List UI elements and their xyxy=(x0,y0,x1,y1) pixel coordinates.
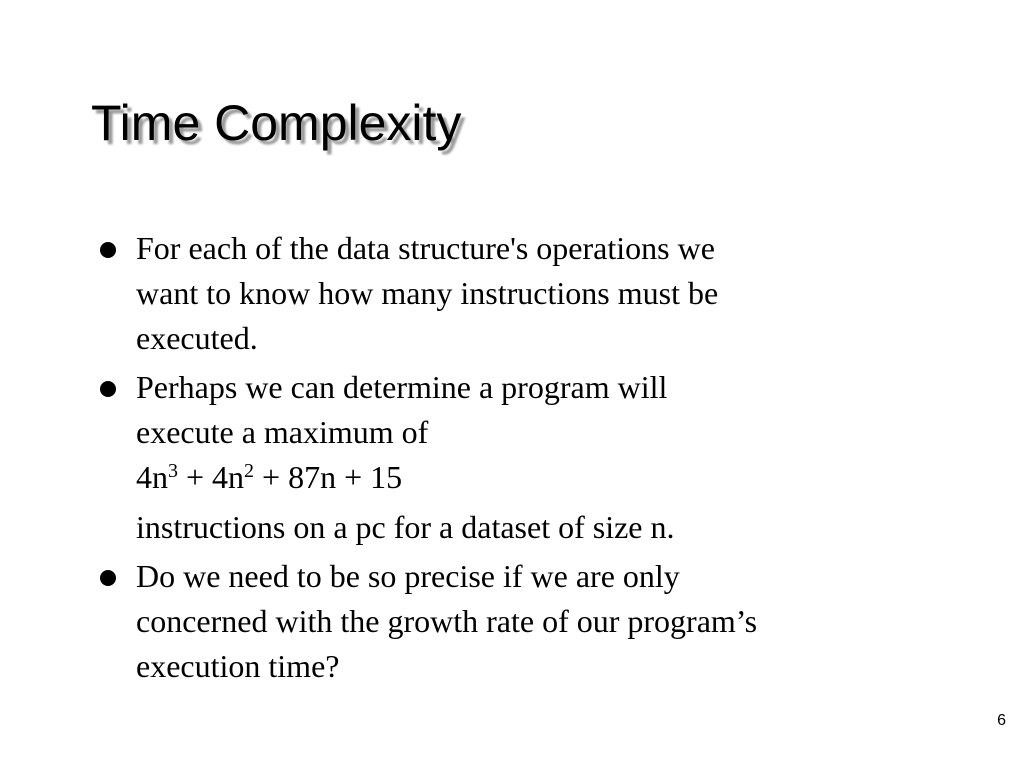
bullet-text-line: instructions on a pc for a dataset of size n. xyxy=(136,509,675,545)
bullet-text-line: Do we need to be so precise if we are only xyxy=(136,558,680,594)
bullet-text-line: concerned with the growth rate of our program’s xyxy=(136,603,758,639)
formula-term: + 4n xyxy=(178,459,245,495)
bullet-dot-icon xyxy=(100,381,116,397)
bullet-dot-icon xyxy=(100,242,116,258)
bullet-text-line: want to know how many instructions must be xyxy=(136,275,719,311)
bullet-text-line: Perhaps we can determine a program will xyxy=(136,369,668,405)
bullet-text-line: executed. xyxy=(136,320,258,356)
bullet-dot-icon xyxy=(100,570,116,586)
formula-exponent: 2 xyxy=(244,460,255,482)
bullet-item xyxy=(100,226,980,361)
formula-term: 4n xyxy=(136,459,168,495)
bullet-item xyxy=(100,554,980,689)
page-number: 6 xyxy=(997,712,1006,729)
bullet-item xyxy=(100,365,980,550)
bullet-text-line: For each of the data structure's operations we xyxy=(136,230,715,266)
slide-title: Time Complexity xyxy=(91,95,462,151)
bullet-text-line: execution time? xyxy=(136,648,340,684)
bullet-list xyxy=(100,226,980,693)
formula-line xyxy=(136,455,980,505)
bullet-text-line: execute a maximum of xyxy=(136,414,429,450)
formula-term: + 87n + 15 xyxy=(254,459,403,495)
formula-exponent: 3 xyxy=(168,460,178,482)
